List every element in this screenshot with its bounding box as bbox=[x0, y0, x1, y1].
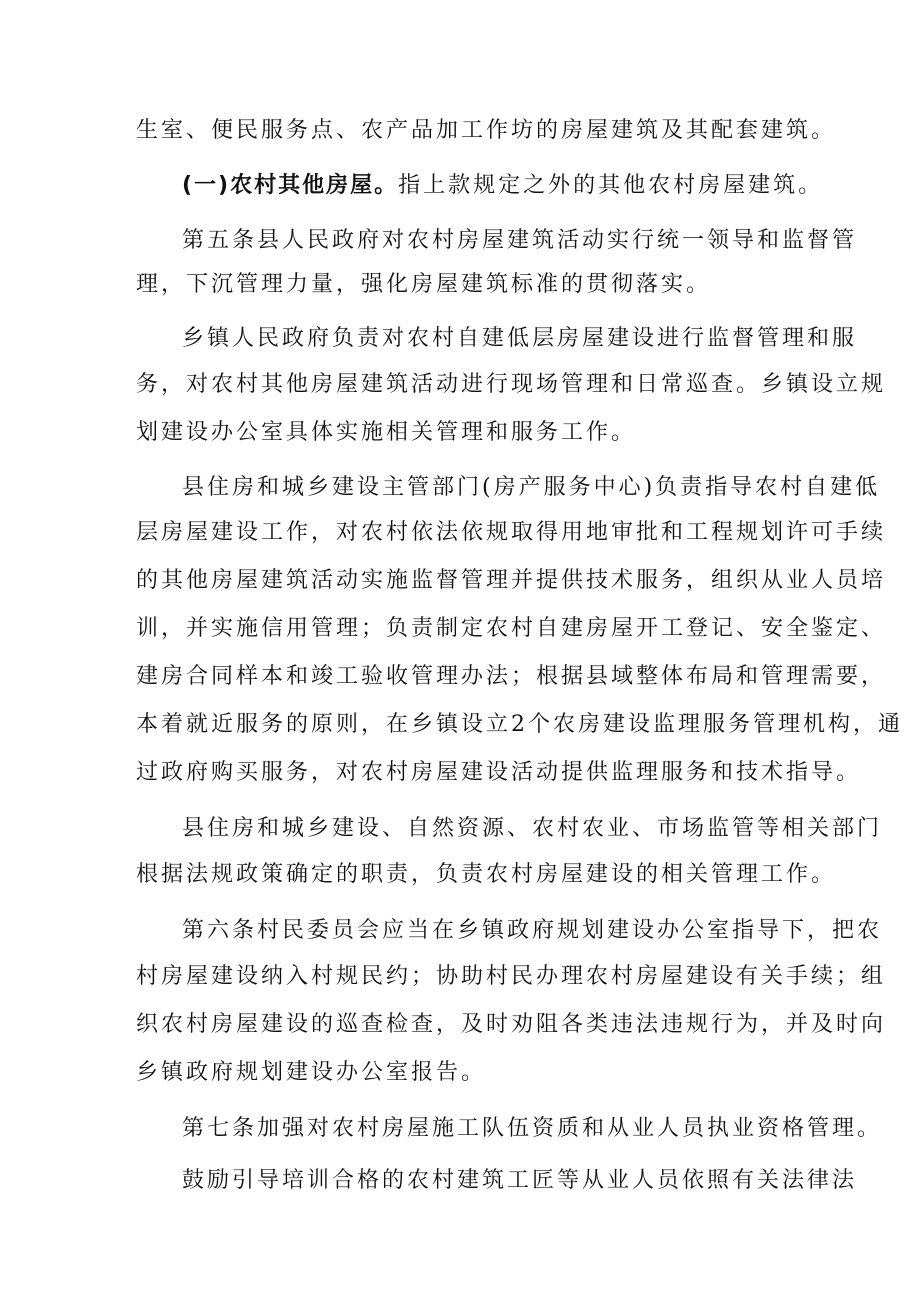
paragraph-line: 的其他房屋建筑活动实施监督管理并提供技术服务，组织从业人员培 bbox=[136, 568, 887, 593]
paragraph-line: 鼓励引导培训合格的农村建筑工匠等从业人员依照有关法律法 bbox=[182, 1168, 858, 1193]
paragraph-line: 村房屋建设纳入村规民约；协助村民办理农村房屋建设有关手续；组 bbox=[136, 964, 887, 989]
paragraph-line: 织农村房屋建设的巡查检查，及时劝阻各类违法违规行为，并及时向 bbox=[136, 1012, 887, 1037]
paragraph-line: 务，对农村其他房屋建筑活动进行现场管理和日常巡查。乡镇设立规 bbox=[136, 372, 887, 397]
paragraph-line: 县住房和城乡建设、自然资源、农村农业、市场监管等相关部门 bbox=[182, 816, 883, 841]
paragraph-line: 第五条县人民政府对农村房屋建筑活动实行统一领导和监督管 bbox=[182, 228, 858, 253]
section-heading-text: 指上款规定之外的其他农村房屋建筑。 bbox=[398, 173, 824, 198]
paragraph-line: 理，下沉管理力量，强化房屋建筑标准的贯彻落实。 bbox=[136, 272, 712, 297]
paragraph-line: 过政府购买服务，对农村房屋建设活动提供监理服务和技术指导。 bbox=[136, 760, 862, 785]
paragraph-line: 第六条村民委员会应当在乡镇政府规划建设办公室指导下，把农 bbox=[182, 918, 883, 943]
paragraph-line: 建房合同样本和竣工验收管理办法；根据县域整体布局和管理需要， bbox=[136, 664, 887, 689]
paragraph-line: 第七条加强对农村房屋施工队伍资质和从业人员执业资格管理。 bbox=[182, 1116, 883, 1141]
paragraph-line: 划建设办公室具体实施相关管理和服务工作。 bbox=[136, 420, 637, 445]
paragraph-line: 层房屋建设工作，对农村依法依规取得用地审批和工程规划许可手续 bbox=[136, 520, 887, 545]
paragraph-line: 乡镇人民政府负责对农村自建低层房屋建设进行监督管理和服 bbox=[182, 326, 858, 351]
section-heading-line bbox=[182, 173, 824, 199]
paragraph-line: 生室、便民服务点、农产品加工作坊的房屋建筑及其配套建筑。 bbox=[136, 118, 837, 143]
paragraph-line: 本着就近服务的原则，在乡镇设立2个农房建设监理服务管理机构，通 bbox=[136, 712, 903, 737]
section-heading-bold: (一)农村其他房屋。 bbox=[182, 173, 399, 198]
paragraph-line: 训，并实施信用管理；负责制定农村自建房屋开工登记、安全鉴定、 bbox=[136, 616, 887, 641]
paragraph-line: 乡镇政府规划建设办公室报告。 bbox=[136, 1060, 487, 1085]
paragraph-line: 根据法规政策确定的职责，负责农村房屋建设的相关管理工作。 bbox=[136, 862, 837, 887]
paragraph-line: 县住房和城乡建设主管部门(房产服务中心)负责指导农村自建低 bbox=[182, 475, 881, 500]
